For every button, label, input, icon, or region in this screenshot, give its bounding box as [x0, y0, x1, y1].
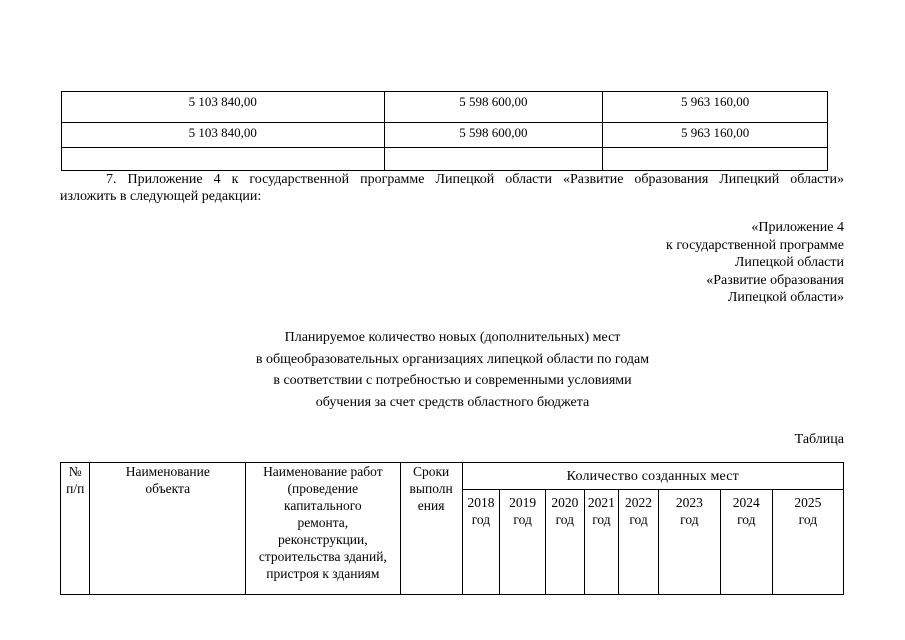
caption-line: Планируемое количество новых (дополнительных) мест [284, 330, 621, 345]
table-caption [0, 327, 905, 413]
header-terms: Сроки выполн ения [400, 463, 462, 595]
header-year: 2024 год [720, 490, 772, 595]
header-number: № п/п [61, 463, 90, 595]
appendix-line: Липецкой области» [727, 290, 844, 305]
header-year: 2018 год [462, 490, 500, 595]
paragraph-line: 7. Приложение 4 к государственной программе Липецкой области «Развитие образования Липецкий области» [106, 172, 844, 187]
amendment-paragraph [60, 171, 844, 205]
appendix-line: к государственной программе [666, 237, 844, 253]
table-cell [603, 148, 828, 171]
header-object-name: Наименование объекта [90, 463, 246, 595]
table-cell: 5 963 160,00 [603, 92, 828, 123]
table-cell: 5 598 600,00 [384, 123, 603, 148]
caption-line: в общеобразовательных организациях липецкой области по годам [255, 351, 650, 367]
table-cell: 5 598 600,00 [384, 92, 603, 123]
places-table [60, 462, 844, 595]
table-row [62, 92, 828, 123]
table-cell: 5 103 840,00 [62, 92, 385, 123]
header-year: 2020 год [546, 490, 585, 595]
table-cell [62, 148, 385, 171]
table-label: Таблица [794, 432, 844, 447]
appendix-line: Липецкой области [734, 255, 844, 270]
table-header-row [61, 463, 844, 490]
table-cell: 5 103 840,00 [62, 123, 385, 148]
table-row [62, 148, 828, 171]
header-year: 2019 год [500, 490, 546, 595]
appendix-line: «Приложение 4 [751, 220, 844, 235]
header-places-count: Количество созданных мест [462, 463, 843, 490]
table-cell [384, 148, 603, 171]
header-year: 2025 год [772, 490, 843, 595]
budget-table [61, 91, 828, 171]
header-year: 2023 год [658, 490, 720, 595]
header-works-name: Наименование работ (проведение капитального ремонта, реконструкции, строительства зданий, пристроя к зданиям [246, 463, 401, 595]
appendix-header [666, 219, 844, 307]
paragraph-line: изложить в следующей редакции: [60, 189, 262, 204]
header-year: 2022 год [619, 490, 659, 595]
table-cell: 5 963 160,00 [603, 123, 828, 148]
caption-line: в соответствии с потребностью и современными условиями [273, 373, 632, 388]
table-row [62, 123, 828, 148]
header-year: 2021 год [584, 490, 619, 595]
appendix-line: «Развитие образования [706, 272, 844, 288]
caption-line: обучения за счет средств областного бюджета [315, 394, 590, 410]
